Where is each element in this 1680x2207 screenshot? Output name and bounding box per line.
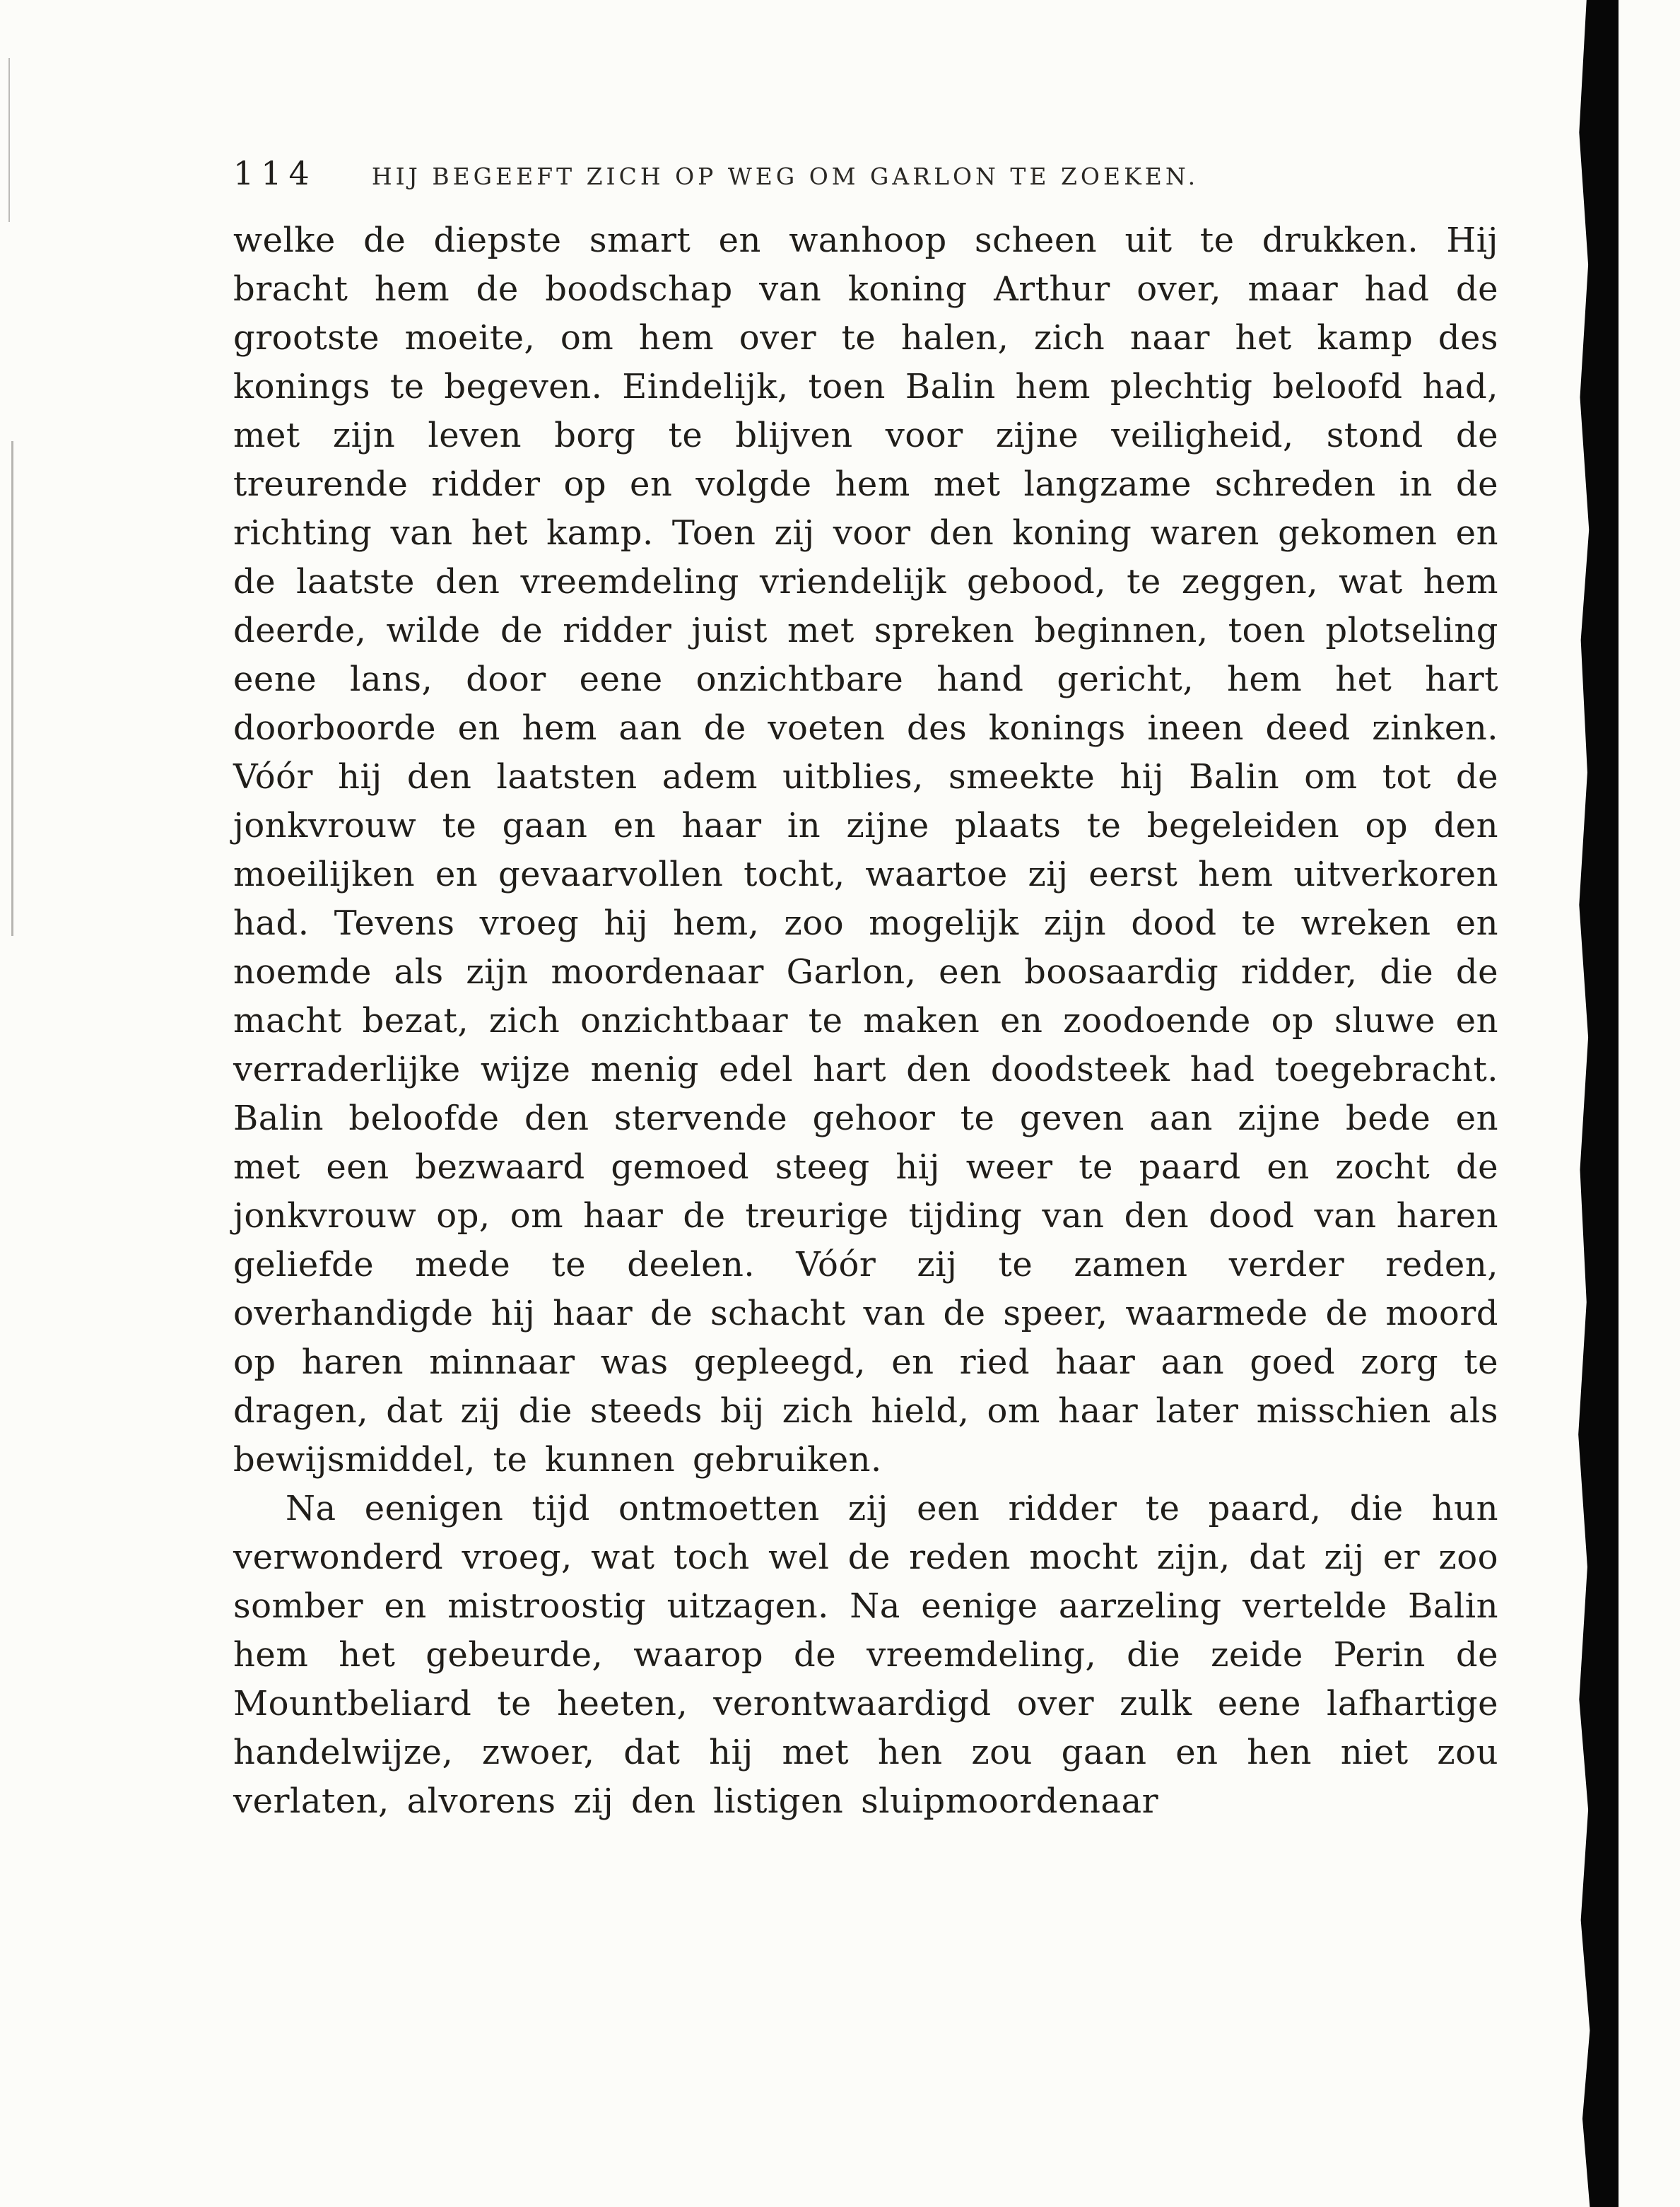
scan-binding-shadow <box>1578 0 1619 2207</box>
running-title: HIJ BEGEEFT ZICH OP WEG OM GARLON TE ZOEKEN. <box>371 163 1199 190</box>
page-number: 114 <box>233 154 317 192</box>
body-text <box>233 216 1498 1826</box>
scan-edge-mark <box>11 441 13 936</box>
paragraph: Na eenigen tijd ontmoetten zij een ridder te paard, die hun verwonderd vroeg, wat toch wel de reden mocht zijn, dat zij er zoo somber en mistroostig uitzagen. Na eenige aarzeling vertelde Balin hem het gebeurde, waarop de vreemdeling, die zeide Perin de Mountbeliard te heeten, verontwaardigd over zulk eene lafhartige handelwijze, zwoer, dat hij met hen zou gaan en hen niet zou verlaten, alvorens zij den listigen sluipmoordenaar <box>233 1489 1498 1821</box>
scan-edge-mark <box>8 58 10 222</box>
page-header <box>233 154 1498 192</box>
paragraph: welke de diepste smart en wanhoop scheen uit te drukken. Hij bracht hem de boodschap van koning Arthur over, maar had de grootste moeite, om hem over te halen, zich naar het kamp des konings te begeven. Eindelijk, toen Balin hem plechtig beloofd had, met zijn leven borg te blijven voor zijne veiligheid, stond de treurende ridder op en volgde hem met langzame schreden in de richting van het kamp. Toen zij voor den koning waren gekomen en de laatste den vreemdeling vriendelijk gebood, te zeggen, wat hem deerde, wilde de ridder juist met spreken beginnen, toen plotseling eene lans, door eene onzichtbare hand gericht, hem het hart doorboorde en hem aan de voeten des konings ineen deed zinken. Vóór hij den laatsten adem uitblies, smeekte hij Balin om tot de jonkvrouw te gaan en haar in zijne plaats te begeleiden op den moeilijken en gevaarvollen tocht, waartoe zij eerst hem uitverkoren had. Tevens vroeg hij hem, zoo mogelijk zijn dood te wreken en noemde als zijn moordenaar Garlon, een boosaardig ridder, die de macht bezat, zich onzichtbaar te maken en zoodoende op sluwe en verraderlijke wijze menig edel hart den doodsteek had toegebracht. Balin beloofde den stervende gehoor te geven aan zijne bede en met een bezwaard gemoed steeg hij weer te paard en zocht de jonkvrouw op, om haar de treurige tijding van den dood van haren geliefde mede te deelen. Vóór zij te zamen verder reden, overhandigde hij haar de schacht van de speer, waarmede de moord op haren minnaar was gepleegd, en ried haar aan goed zorg te dragen, dat zij die steeds bij zich hield, om haar later misschien als bewijsmiddel, te kunnen gebruiken. <box>233 221 1498 1480</box>
